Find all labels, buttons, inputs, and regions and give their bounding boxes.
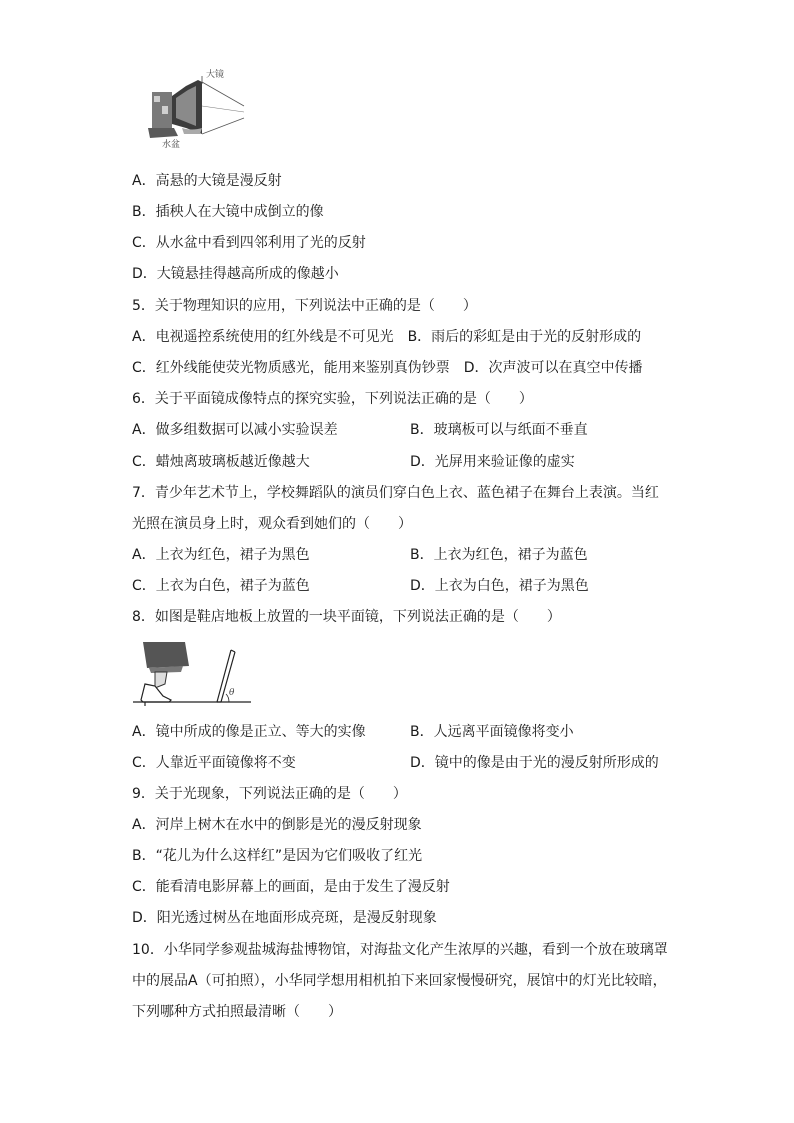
q7-option-b: B．上衣为红色，裙子为蓝色 [410,547,588,563]
q7-option-c: C．上衣为白色，裙子为蓝色 [132,578,310,594]
q5-options-row1: A．电视遥控系统使用的红外线是不可见光 B．雨后的彩虹是由于光的反射形成的 [132,329,642,345]
q6-option-a: A．做多组数据可以减小实验误差 [132,422,338,438]
q5-options-row2: C．红外线能使荧光物质感光，能用来鉴别真伪钞票 D．次声波可以在真空中传播 [132,360,643,376]
q7-option-d: D．上衣为白色，裙子为黑色 [410,578,589,594]
q9-stem: 9．关于光现象，下列说法正确的是（ ） [132,786,407,802]
figure-shoe-mirror [133,640,253,708]
basin-label: 水盆 [162,140,181,150]
q7-stem-line2: 光照在演员身上时，观众看到她们的（ ） [132,516,412,532]
q10-stem-line1: 10．小华同学参观盐城海盐博物馆，对海盐文化产生浓厚的兴趣，看到一个放在玻璃罩 [132,942,668,958]
q8-option-a: A．镜中所成的像是正立、等大的实像 [132,724,366,740]
q8-option-c: C．人靠近平面镜像将不变 [132,755,296,771]
q4-option-c: C．从水盆中看到四邻利用了光的反射 [132,235,366,251]
q4-option-b: B．插秧人在大镜中成倒立的像 [132,204,324,220]
shoe-mirror-illustration [133,640,253,708]
q8-stem: 8．如图是鞋店地板上放置的一块平面镜，下列说法正确的是（ ） [132,609,561,625]
q8-option-d: D．镜中的像是由于光的漫反射所形成的 [410,755,659,771]
q4-option-d: D．大镜悬挂得越高所成的像越小 [132,266,339,282]
mirror-label: 大镜 [206,70,225,80]
angle-theta-label: θ [229,688,235,698]
q5-stem: 5．关于物理知识的应用，下列说法中正确的是（ ） [132,298,477,314]
q9-option-c: C．能看清电影屏幕上的画面，是由于发生了漫反射 [132,879,450,895]
mirror-illustration [146,66,246,154]
q6-stem: 6．关于平面镜成像特点的探究实验，下列说法正确的是（ ） [132,391,533,407]
q8-option-b: B．人远离平面镜像将变小 [410,724,574,740]
q4-option-a: A．高悬的大镜是漫反射 [132,173,282,189]
q9-option-a: A．河岸上树木在水中的倒影是光的漫反射现象 [132,817,422,833]
q9-option-b: B．“花儿为什么这样红”是因为它们吸收了红光 [132,848,423,864]
q9-option-d: D．阳光透过树丛在地面形成亮斑，是漫反射现象 [132,910,437,926]
q7-stem-line1: 7．青少年艺术节上，学校舞蹈队的演员们穿白色上衣、蓝色裙子在舞台上表演。当红 [132,485,659,501]
figure-hanging-mirror [146,66,246,154]
q10-stem-line2: 中的展品A（可拍照），小华同学想用相机拍下来回家慢慢研究，展馆中的灯光比较暗， [132,973,667,989]
q6-option-c: C．蜡烛离玻璃板越近像越大 [132,454,310,470]
q7-option-a: A．上衣为红色，裙子为黑色 [132,547,310,563]
q6-option-b: B．玻璃板可以与纸面不垂直 [410,422,588,438]
q10-stem-line3: 下列哪种方式拍照最清晰（ ） [132,1004,342,1020]
q6-option-d: D．光屏用来验证像的虚实 [410,454,575,470]
